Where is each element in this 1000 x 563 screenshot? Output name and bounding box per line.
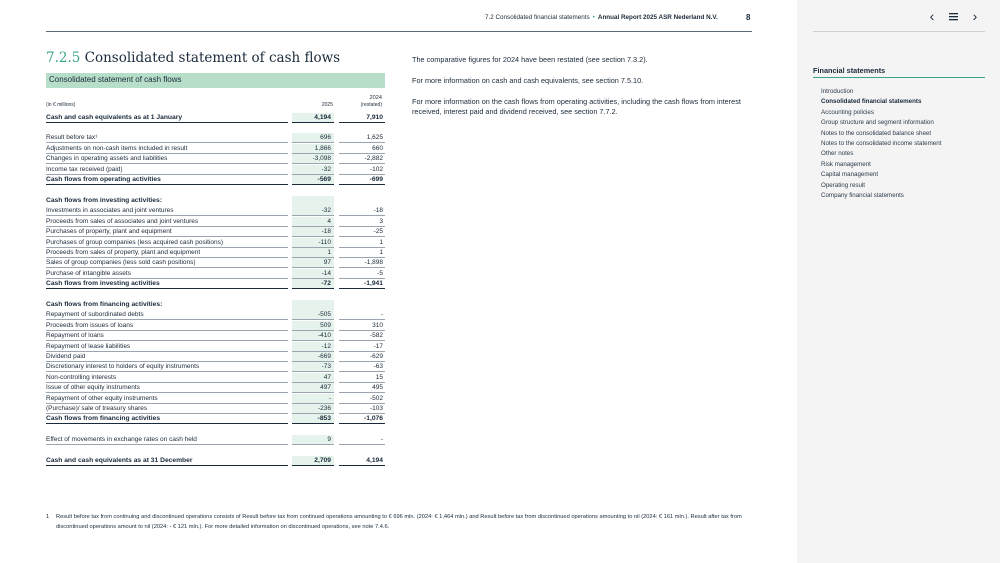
row-label: Proceeds from sales of property, plant and equipment <box>46 248 288 258</box>
table-row <box>46 165 385 175</box>
note-operating-activities: For more information on the cash flows from operating activities, including the cash flows from interest received, interest paid and dividend received, see section 7.7.2. <box>412 97 741 117</box>
value-2025: -72 <box>292 279 334 289</box>
table-row <box>46 144 385 154</box>
table-row <box>46 331 385 341</box>
sidebar-item[interactable]: Risk management <box>821 160 871 168</box>
row-label: Purchase of intangible assets <box>46 269 288 279</box>
table-row <box>46 206 385 216</box>
value-2025: -410 <box>292 331 334 341</box>
section-title <box>46 50 340 66</box>
value-2024: -1,898 <box>339 258 385 268</box>
value-2024: 4,194 <box>339 456 385 466</box>
table-row <box>46 383 385 393</box>
value-2025: - <box>292 394 334 404</box>
sidebar-title-underline <box>813 77 985 78</box>
value-2024: -502 <box>339 394 385 404</box>
row-label: Sales of group companies (less sold cash positions) <box>46 258 288 268</box>
value-2025: 97 <box>292 258 334 268</box>
value-2024: -1,076 <box>339 414 385 424</box>
value-2025: -669 <box>292 352 334 362</box>
value-2024: 660 <box>339 144 385 154</box>
chevron-right-icon: › <box>972 8 978 24</box>
note-cash-equivalents: For more information on cash and cash equivalents, see section 7.5.10. <box>412 76 644 85</box>
sidebar-item[interactable]: Capital management <box>821 171 879 179</box>
value-2025 <box>292 300 334 310</box>
table-row <box>46 113 385 123</box>
sidebar-nav-list <box>821 87 991 201</box>
row-label: Adjustments on non-cash items included in result <box>46 144 288 154</box>
sidebar-item[interactable]: Accounting policies <box>821 108 874 116</box>
row-label: Investments in associates and joint ventures <box>46 206 288 216</box>
row-label: Changes in operating assets and liabilities <box>46 154 288 164</box>
row-label: Repayment of loans <box>46 331 288 341</box>
value-2025: -110 <box>292 238 334 248</box>
row-label: Proceeds from issues of loans <box>46 321 288 331</box>
value-2024: -18 <box>339 206 385 216</box>
row-label: Purchases of group companies (less acquired cash positions) <box>46 238 288 248</box>
value-2024: 495 <box>339 383 385 393</box>
note-restated: The comparative figures for 2024 have been restated (see section 7.3.2). <box>412 55 648 64</box>
row-label: Purchases of property, plant and equipment <box>46 227 288 237</box>
value-2024: -102 <box>339 165 385 175</box>
section-number: 7.2.5 <box>46 50 81 66</box>
value-2024: 1,625 <box>339 133 385 143</box>
row-label: Repayment of lease liabilities <box>46 342 288 352</box>
table-row <box>46 300 385 310</box>
value-2025 <box>292 196 334 206</box>
page-number: 8 <box>746 13 751 22</box>
value-2024: - <box>339 435 385 445</box>
row-label: Income tax received (paid) <box>46 165 288 175</box>
value-2025: 696 <box>292 133 334 143</box>
value-2024: -582 <box>339 331 385 341</box>
value-2025: 1,866 <box>292 144 334 154</box>
sidebar-item[interactable]: Company financial statements <box>821 192 904 200</box>
value-2024: - <box>339 310 385 320</box>
chevron-left-icon: ‹ <box>929 8 935 24</box>
table-row <box>46 352 385 362</box>
footnote-marker: 1 <box>46 514 50 520</box>
row-label: Non-controlling interests <box>46 373 288 383</box>
sidebar-item[interactable]: Notes to the consolidated income statement <box>821 140 942 148</box>
value-2024: -103 <box>339 404 385 414</box>
table-row <box>46 227 385 237</box>
value-2024: -629 <box>339 352 385 362</box>
value-2024: -63 <box>339 362 385 372</box>
sidebar-item[interactable]: Consolidated financial statements <box>821 98 922 106</box>
value-2024: 310 <box>339 321 385 331</box>
unit-label: (in € millions) <box>46 102 76 108</box>
row-label: Repayment of subordinated debts <box>46 310 288 320</box>
value-2025: 509 <box>292 321 334 331</box>
table-row <box>46 456 385 466</box>
header-report: Annual Report 2025 ASR Nederland N.V. <box>597 14 718 21</box>
value-2025: -32 <box>292 165 334 175</box>
value-2024: -25 <box>339 227 385 237</box>
value-2025: 9 <box>292 435 334 445</box>
column-header-2025: 2025 <box>321 102 333 108</box>
sidebar-divider <box>813 31 985 32</box>
row-label: Dividend paid <box>46 352 288 362</box>
value-2025: 497 <box>292 383 334 393</box>
table-row <box>46 154 385 164</box>
value-2024: -5 <box>339 269 385 279</box>
header-section[interactable]: 7.2 Consolidated financial statements <box>485 14 590 21</box>
value-2025: 4 <box>292 217 334 227</box>
table-row <box>46 394 385 404</box>
row-label: Cash and cash equivalents as at 31 December <box>46 456 288 466</box>
value-2025: -18 <box>292 227 334 237</box>
table-row <box>46 279 385 289</box>
table-banner: Consolidated statement of cash flows <box>46 73 385 88</box>
table-row <box>46 175 385 185</box>
row-label: Cash and cash equivalents as at 1 January <box>46 113 288 123</box>
row-label: Repayment of other equity instruments <box>46 394 288 404</box>
value-2025: -569 <box>292 175 334 185</box>
table-row <box>46 238 385 248</box>
value-2024: -2,882 <box>339 154 385 164</box>
table-row <box>46 310 385 320</box>
row-label: Discretionary interest to holders of equity instruments <box>46 362 288 372</box>
menu-button[interactable] <box>944 9 962 25</box>
table-row <box>46 248 385 258</box>
value-2024 <box>339 300 385 310</box>
column-header-2024-note: (restated) <box>360 102 382 108</box>
value-2024 <box>339 196 385 206</box>
sidebar-title[interactable]: Financial statements <box>813 66 886 75</box>
row-label: Issue of other equity instruments <box>46 383 288 393</box>
table-row <box>46 342 385 352</box>
table-row <box>46 217 385 227</box>
value-2024: -17 <box>339 342 385 352</box>
row-label: Proceeds from sales of associates and joint ventures <box>46 217 288 227</box>
value-2024: 1 <box>339 238 385 248</box>
row-label: Cash flows from financing activities <box>46 414 288 424</box>
table-row <box>46 435 385 445</box>
next-page-button[interactable] <box>966 8 984 24</box>
header-separator: • <box>592 14 595 21</box>
prev-page-button[interactable] <box>923 8 941 24</box>
sidebar-item[interactable]: Group structure and segment information <box>821 119 934 127</box>
row-label: Cash flows from investing activities <box>46 279 288 289</box>
table-row <box>46 269 385 279</box>
value-2025: -3,098 <box>292 154 334 164</box>
value-2025: -12 <box>292 342 334 352</box>
value-2024: 7,910 <box>339 113 385 123</box>
table-row <box>46 414 385 424</box>
table-row <box>46 373 385 383</box>
row-label: Effect of movements in exchange rates on cash held <box>46 435 288 445</box>
row-label: (Purchase)/ sale of treasury shares <box>46 404 288 414</box>
table-row <box>46 321 385 331</box>
value-2025: -73 <box>292 362 334 372</box>
value-2024: 15 <box>339 373 385 383</box>
value-2025: -853 <box>292 414 334 424</box>
value-2025: 2,709 <box>292 456 334 466</box>
running-header <box>485 14 718 21</box>
value-2025: -32 <box>292 206 334 216</box>
menu-icon <box>948 11 959 22</box>
row-label: Cash flows from investing activities: <box>46 197 162 204</box>
value-2025: -14 <box>292 269 334 279</box>
value-2024: 3 <box>339 217 385 227</box>
value-2025: -236 <box>292 404 334 414</box>
sidebar-item[interactable]: Notes to the consolidated balance sheet <box>821 129 932 137</box>
value-2025: 47 <box>292 373 334 383</box>
row-label: Result before tax¹ <box>46 133 288 143</box>
section-title-text: Consolidated statement of cash flows <box>84 50 341 66</box>
table-row <box>46 196 385 206</box>
table-row <box>46 133 385 143</box>
value-2024: -699 <box>339 175 385 185</box>
value-2024: -1,941 <box>339 279 385 289</box>
sidebar-item[interactable]: Operating result <box>821 181 866 189</box>
value-2025: 4,194 <box>292 113 334 123</box>
value-2025: -505 <box>292 310 334 320</box>
table-row <box>46 404 385 414</box>
footnote-text: Result before tax from continuing and discontinued operations consists of Result before tax from continued operations amounting to € 696 mln. (2024: € 1,464 mln.) and Result before tax from discontinued operations amounting to nil (2024: € 161 mln.). Result after tax from discontinued operations amount to nil (2024: - € 121 mln.). For more detailed information on discontinued operations, see note 7.4.6. <box>56 514 742 531</box>
row-label: Cash flows from financing activities: <box>46 301 163 308</box>
sidebar-item[interactable]: Introduction <box>821 88 854 95</box>
sidebar <box>797 0 1000 563</box>
value-2025: 1 <box>292 248 334 258</box>
value-2024: 1 <box>339 248 385 258</box>
header-divider <box>46 31 752 32</box>
sidebar-item[interactable]: Other notes <box>821 150 854 158</box>
table-row <box>46 362 385 372</box>
column-header-2024: 2024 <box>369 95 382 101</box>
table-row <box>46 258 385 268</box>
row-label: Cash flows from operating activities <box>46 175 288 185</box>
